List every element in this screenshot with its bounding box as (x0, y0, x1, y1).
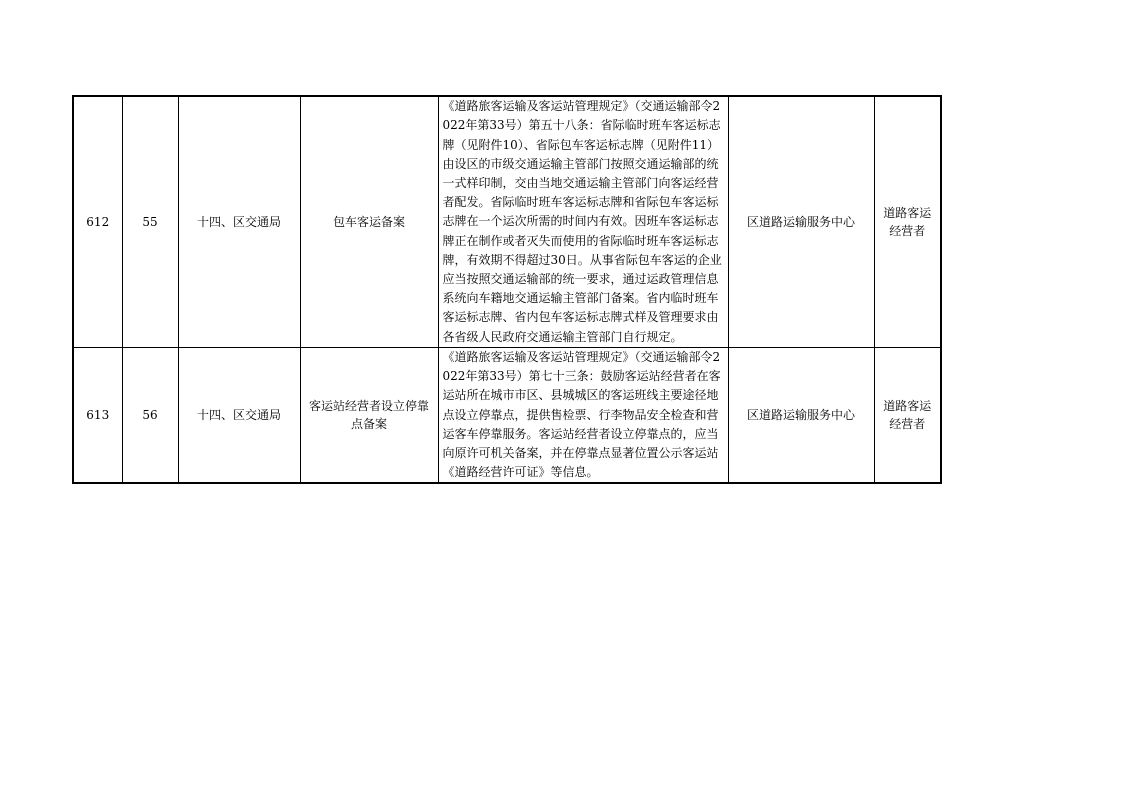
item-number-cell: 55 (122, 96, 178, 348)
item-name-cell: 包车客运备案 (300, 96, 438, 348)
department-cell: 十四、区交通局 (178, 348, 300, 484)
target-cell: 道路客运经营者 (874, 96, 941, 348)
target-cell: 道路客运经营者 (874, 348, 941, 484)
table-row (73, 96, 941, 348)
department-cell: 十四、区交通局 (178, 96, 300, 348)
implementer-cell: 区道路运输服务中心 (728, 96, 874, 348)
table-row (73, 348, 941, 484)
seq-cell: 613 (73, 348, 122, 484)
catalog-table (72, 95, 942, 484)
item-number-cell: 56 (122, 348, 178, 484)
item-name-cell: 客运站经营者设立停靠点备案 (300, 348, 438, 484)
seq-cell: 612 (73, 96, 122, 348)
legal-basis-cell: 《道路旅客运输及客运站管理规定》（交通运输部令2022年第33号）第七十三条：鼓励客运站经营者在客运站所在城市市区、县城城区的客运班线主要途径地点设立停靠点，提供售检票、行李物品安全检查和营运客车停靠服务。客运站经营者设立停靠点的，应当向原许可机关备案，并在停靠点显著位置公示客运站《道路经营许可证》等信息。 (438, 348, 728, 484)
legal-basis-cell: 《道路旅客运输及客运站管理规定》（交通运输部令2022年第33号）第五十八条：省际临时班车客运标志牌（见附件10）、省际包车客运标志牌（见附件11）由设区的市级交通运输主管部门按照交通运输部的统一式样印制，交由当地交通运输主管部门向客运经营者配发。省际临时班车客运标志牌和省际包车客运标志牌在一个运次所需的时间内有效。因班车客运标志牌正在制作或者灭失而使用的省际临时班车客运标志牌，有效期不得超过30日。从事省际包车客运的企业应当按照交通运输部的统一要求，通过运政管理信息系统向车籍地交通运输主管部门备案。省内临时班车客运标志牌、省内包车客运标志牌式样及管理要求由各省级人民政府交通运输主管部门自行规定。 (438, 96, 728, 348)
implementer-cell: 区道路运输服务中心 (728, 348, 874, 484)
